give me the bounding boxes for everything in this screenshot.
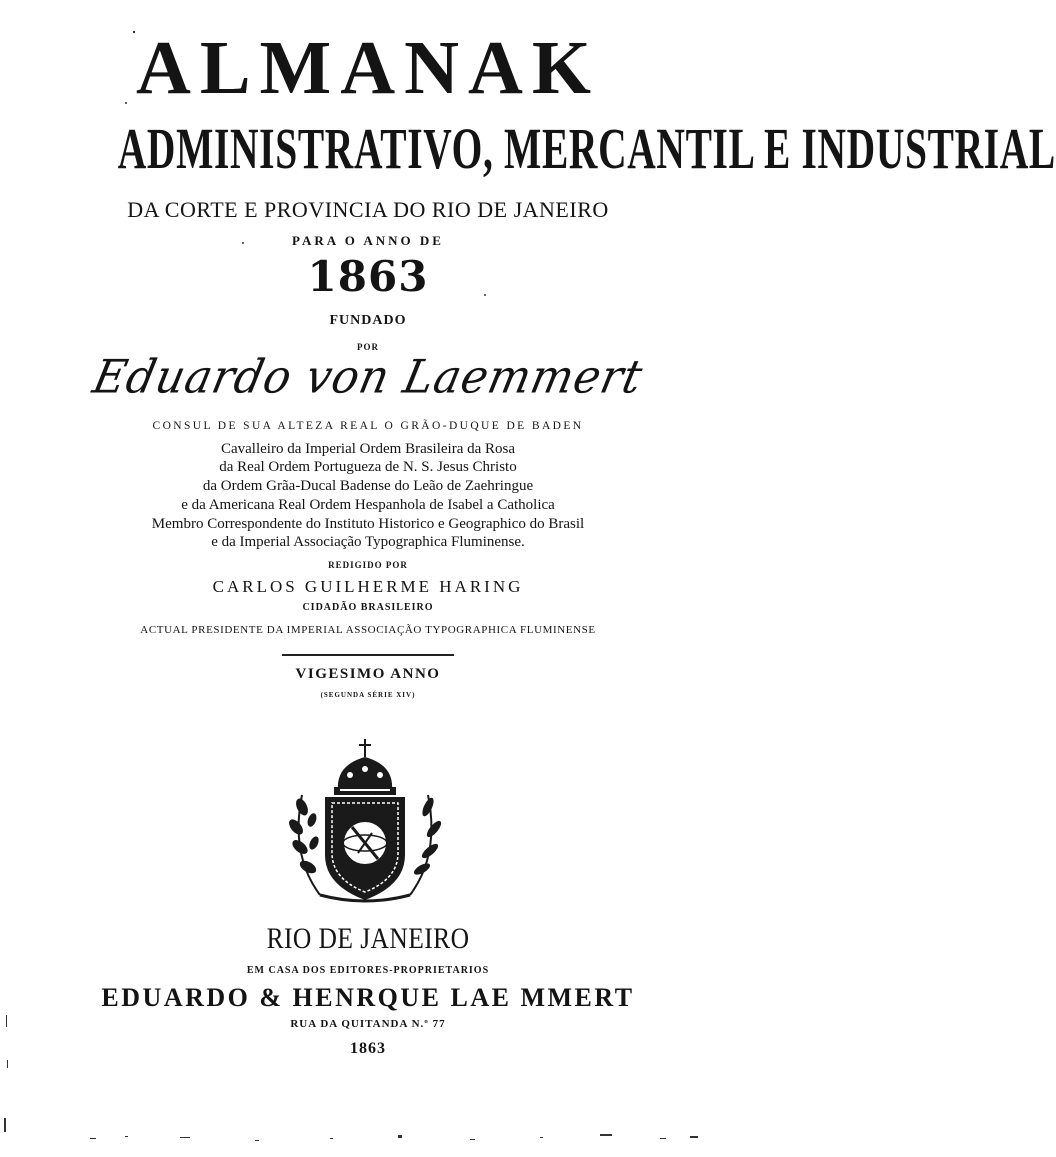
imperial-coat-of-arms-icon: [280, 735, 450, 910]
imprint-year: 1863: [350, 1040, 386, 1057]
para-o-anno-line: PARA O ANNO DE: [292, 233, 444, 248]
founder-signature: Eduardo von Laemmert: [88, 350, 648, 405]
honor-line: Cavalleiro da Imperial Ordem Brasileira da Rosa: [220, 441, 516, 457]
honor-line: Membro Correspondente do Instituto Historico e Geographico do Brasil: [151, 516, 585, 532]
imprint-address: RUA DA QUITANDA N.º 77: [290, 1018, 446, 1030]
honor-line: e da Americana Real Ordem Hespanhola de Isabel a Catholica: [181, 497, 555, 513]
edition-label: VIGESIMO ANNO: [295, 666, 441, 682]
honor-line: da Real Ordem Portugueza de N. S. Jesus Christo: [219, 459, 517, 475]
cidadao-label: CIDADÃO BRASILEIRO: [302, 602, 434, 613]
editor-name: CARLOS GUILHERME HARING: [212, 577, 524, 596]
honor-line: e da Imperial Associação Typographica Fluminense.: [211, 534, 525, 550]
segunda-serie-label: (SEGUNDA SÉRIE XIV): [320, 691, 416, 699]
honor-line: da Ordem Grãa-Ducal Badense do Leão de Zaehringue: [202, 478, 534, 494]
almanak-subtitle: ADMINISTRATIVO, MERCANTIL E INDUSTRIAL: [117, 116, 1056, 181]
fundado-label: FUNDADO: [329, 313, 407, 328]
consul-line: CONSUL DE SUA ALTEZA REAL O GRÃO-DUQUE DE BADEN: [152, 420, 584, 432]
publication-year: 1863: [307, 252, 429, 301]
por-label: POR: [357, 342, 379, 352]
redigido-label: REDIGIDO POR: [328, 560, 408, 570]
imprint-em-casa: EM CASA DOS EDITORES-PROPRIETARIOS: [246, 965, 490, 976]
divider-rule: [282, 654, 454, 656]
location-line: DA CORTE E PROVINCIA DO RIO DE JANEIRO: [127, 197, 609, 222]
almanak-title: ALMANAK: [135, 26, 601, 110]
imprint-city: RIO DE JANEIRO: [266, 922, 470, 955]
imprint-publishers: EDUARDO & HENRQUE LAE MMERT: [101, 983, 635, 1012]
actual-president-line: ACTUAL PRESIDENTE DA IMPERIAL ASSOCIAÇÃO TYPOGRAPHICA FLUMINENSE: [140, 624, 596, 636]
